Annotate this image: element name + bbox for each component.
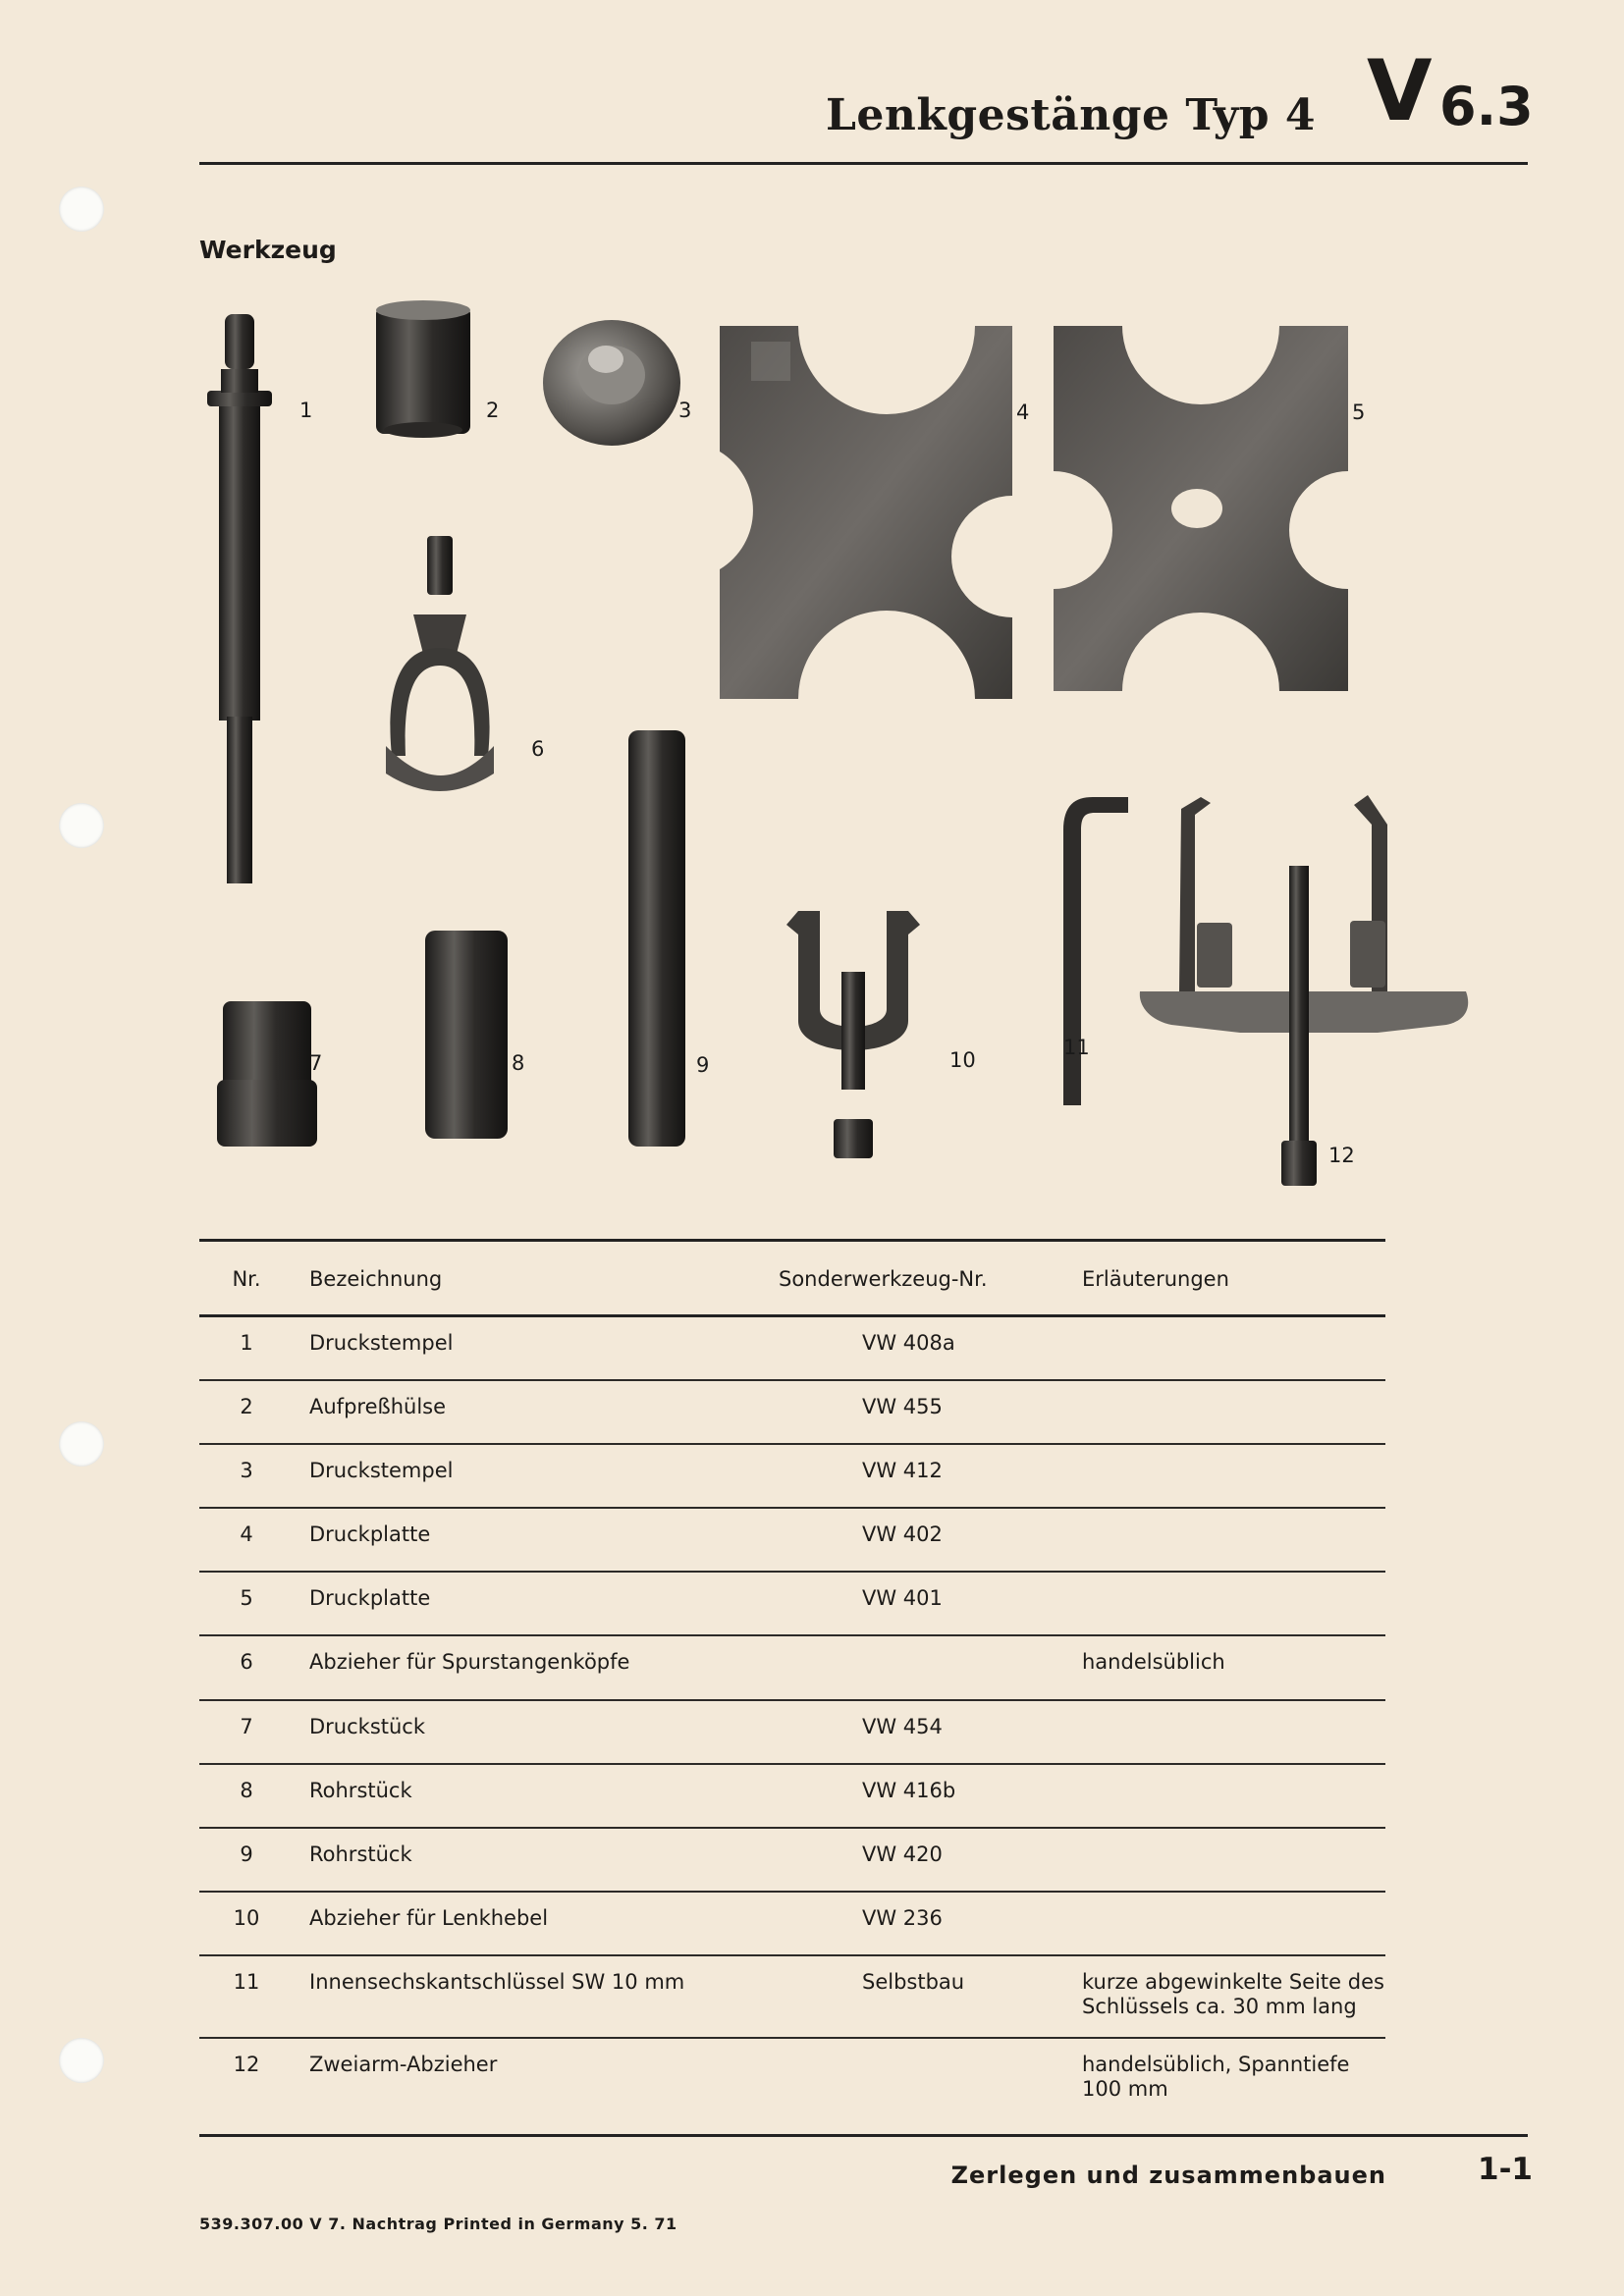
header-nr: Nr.: [232, 1267, 261, 1291]
table-row: [199, 2039, 1385, 2115]
cell-nr: 8: [240, 1779, 253, 1802]
tool-label-11: 11: [1063, 1036, 1090, 1059]
cell-nr: 5: [240, 1586, 253, 1610]
tools-table: [199, 1239, 1385, 2115]
tool-2-aufpresshuelse: [376, 300, 470, 438]
cell-bezeichnung: Druckstück: [309, 1715, 426, 1738]
cell-nr: 4: [240, 1522, 253, 1546]
cell-bezeichnung: Abzieher für Lenkhebel: [309, 1906, 549, 1930]
tool-12-zweiarm-abzieher: [1140, 795, 1468, 1186]
table-row: [199, 1573, 1385, 1636]
section-heading: Werkzeug: [199, 236, 337, 264]
cell-nr: 10: [233, 1906, 260, 1930]
cell-bezeichnung: Druckstempel: [309, 1331, 454, 1355]
cell-erlaeuterungen: kurze abgewinkelte Seite des Schlüssels ca. 30 mm lang: [1082, 1970, 1384, 2018]
tool-5-druckplatte: [1054, 326, 1348, 691]
tool-label-2: 2: [486, 399, 500, 422]
cell-sonderwerkzeug: VW 402: [862, 1522, 943, 1546]
cell-erlaeuterungen: handelsüblich, Spanntiefe 100 mm: [1082, 2053, 1350, 2101]
punch-hole: [59, 1421, 104, 1467]
cell-sonderwerkzeug: VW 408a: [862, 1331, 955, 1355]
cell-nr: 11: [233, 1970, 260, 1994]
cell-bezeichnung: Rohrstück: [309, 1779, 412, 1802]
tool-7-druckstueck: [217, 1001, 317, 1147]
cell-bezeichnung: Aufpreßhülse: [309, 1395, 447, 1418]
table-header: [199, 1242, 1385, 1314]
cell-nr: 6: [240, 1650, 253, 1674]
tool-8-rohrstueck: [425, 931, 508, 1139]
cell-nr: 1: [240, 1331, 253, 1355]
table-row: [199, 1381, 1385, 1445]
tool-label-9: 9: [696, 1053, 710, 1077]
tool-3-druckstempel-disc: [543, 320, 680, 446]
punch-hole: [59, 803, 104, 848]
tool-label-10: 10: [949, 1048, 976, 1072]
cell-sonderwerkzeug: VW 455: [862, 1395, 943, 1418]
cell-nr: 12: [233, 2053, 260, 2076]
cell-sonderwerkzeug: VW 401: [862, 1586, 943, 1610]
punch-hole: [59, 187, 104, 232]
chapter-title: Zerlegen und zusammenbauen: [950, 2162, 1386, 2189]
cell-bezeichnung: Innensechskantschlüssel SW 10 mm: [309, 1970, 685, 1994]
cell-bezeichnung: Druckplatte: [309, 1522, 431, 1546]
header-rule: [199, 162, 1528, 165]
table-row: [199, 1829, 1385, 1893]
cell-nr: 9: [240, 1842, 253, 1866]
print-info: 539.307.00 V 7. Nachtrag Printed in Germany 5. 71: [199, 2215, 677, 2233]
cell-bezeichnung: Zweiarm-Abzieher: [309, 2053, 498, 2076]
cell-sonderwerkzeug: Selbstbau: [862, 1970, 965, 1994]
section-letter: V: [1367, 42, 1433, 140]
tool-label-1: 1: [299, 399, 313, 422]
cell-sonderwerkzeug: VW 416b: [862, 1779, 956, 1802]
page-number: 1-1: [1478, 2152, 1534, 2187]
footer-rule: [199, 2134, 1528, 2137]
tool-label-4: 4: [1016, 400, 1030, 424]
tool-1-druckstempel: [207, 314, 272, 883]
header-erlaeuterungen: Erläuterungen: [1082, 1267, 1229, 1291]
tool-label-3: 3: [678, 399, 692, 422]
table-row: [199, 1956, 1385, 2039]
cell-nr: 2: [240, 1395, 253, 1418]
table-row: [199, 1701, 1385, 1765]
tool-label-5: 5: [1352, 400, 1366, 424]
tool-label-7: 7: [309, 1051, 323, 1075]
cell-nr: 7: [240, 1715, 253, 1738]
page-title: Lenkgestänge Typ 4: [825, 90, 1316, 140]
cell-erlaeuterungen: handelsüblich: [1082, 1650, 1225, 1674]
table-row: [199, 1636, 1385, 1701]
table-row: [199, 1317, 1385, 1381]
tool-4-druckplatte: [720, 326, 1012, 699]
cell-sonderwerkzeug: VW 454: [862, 1715, 943, 1738]
table-row: [199, 1509, 1385, 1573]
cell-bezeichnung: Abzieher für Spurstangenköpfe: [309, 1650, 630, 1674]
cell-bezeichnung: Druckstempel: [309, 1459, 454, 1482]
table-row: [199, 1765, 1385, 1829]
tools-figure: [199, 294, 1505, 1207]
section-number: 6.3: [1439, 76, 1534, 137]
tool-6-abzieher: [386, 536, 494, 791]
header-bezeichnung: Bezeichnung: [309, 1267, 443, 1291]
cell-nr: 3: [240, 1459, 253, 1482]
table-row: [199, 1445, 1385, 1509]
cell-sonderwerkzeug: VW 420: [862, 1842, 943, 1866]
cell-bezeichnung: Druckplatte: [309, 1586, 431, 1610]
table-row: [199, 1893, 1385, 1956]
punch-hole: [59, 2038, 104, 2083]
header-sonderwerkzeug: Sonderwerkzeug-Nr.: [779, 1267, 988, 1291]
cell-sonderwerkzeug: VW 412: [862, 1459, 943, 1482]
tool-label-12: 12: [1328, 1144, 1355, 1167]
tool-9-rohrstueck: [628, 730, 685, 1147]
tool-4-stamp: [751, 342, 790, 381]
tool-10-abzieher-lenkhebel: [786, 911, 920, 1158]
tool-label-6: 6: [531, 737, 545, 761]
cell-sonderwerkzeug: VW 236: [862, 1906, 943, 1930]
cell-bezeichnung: Rohrstück: [309, 1842, 412, 1866]
tool-label-8: 8: [512, 1051, 525, 1075]
